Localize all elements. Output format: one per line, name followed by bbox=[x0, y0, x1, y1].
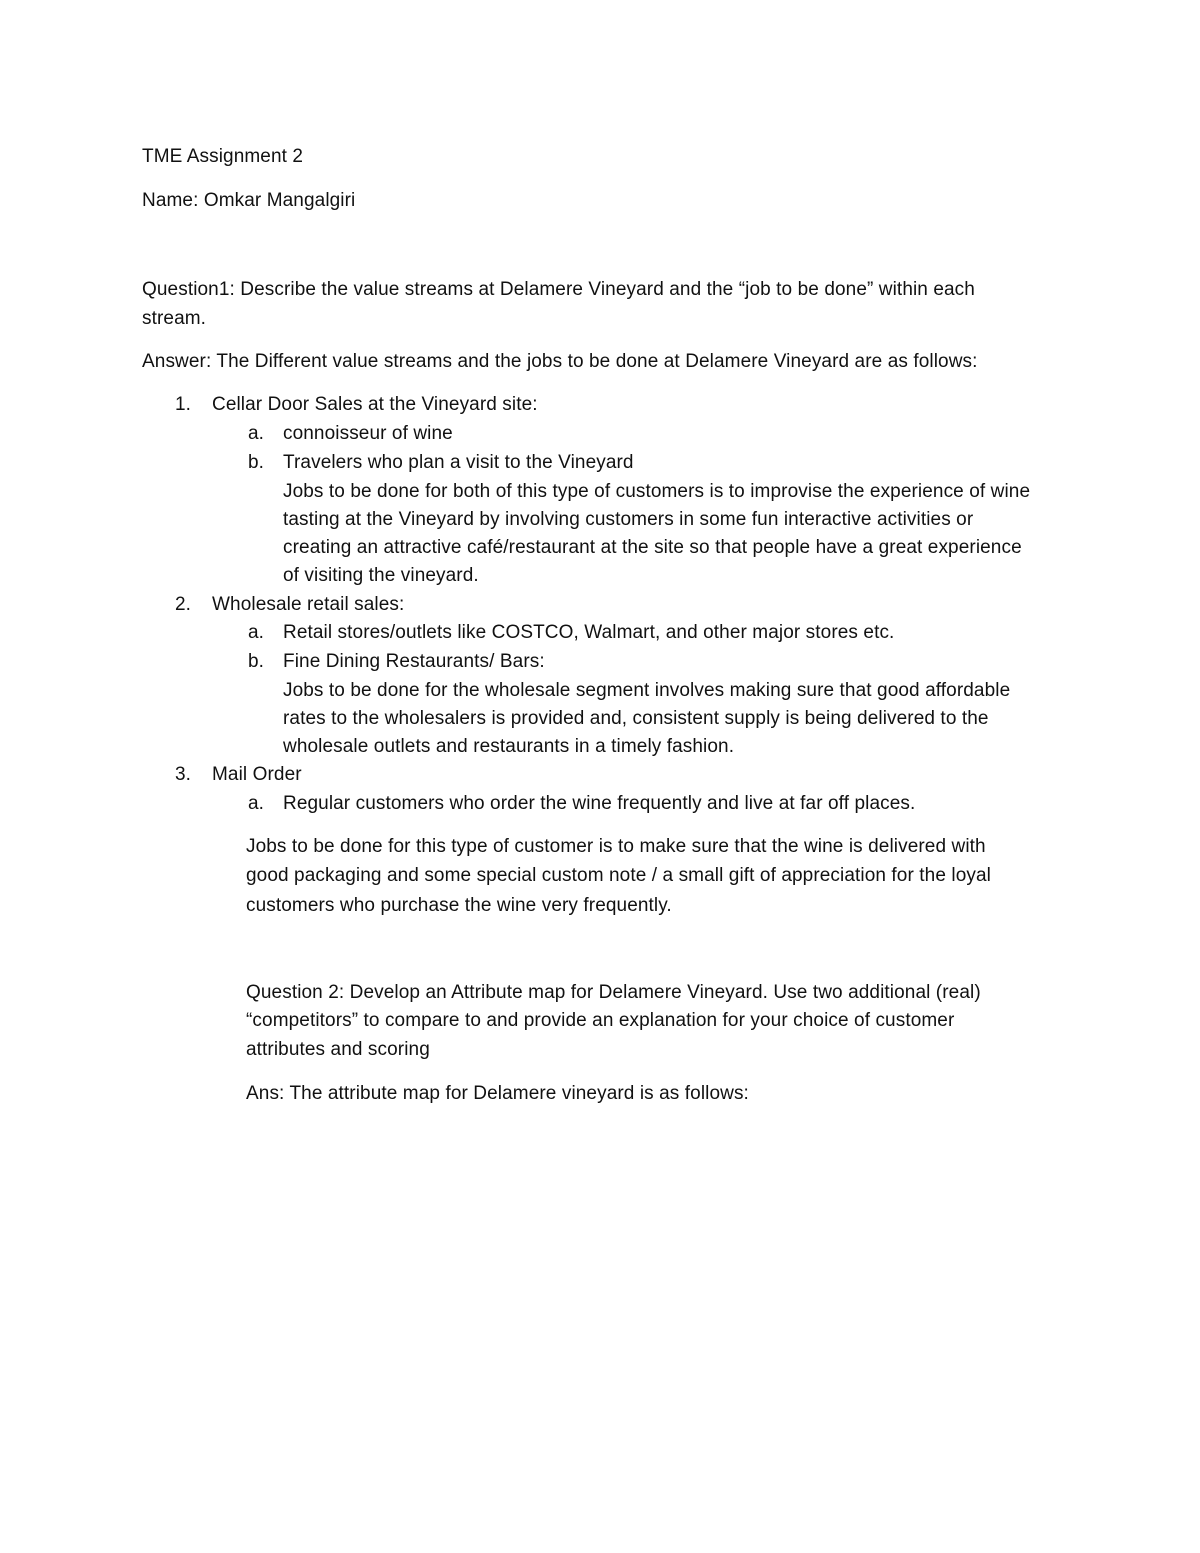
question1-line2: stream. bbox=[142, 308, 207, 329]
jobs-text-line: Jobs to be done for this type of customer is to make sure that the wine is delivered with bbox=[246, 836, 986, 857]
answer1-intro: Answer: The Different value streams and the jobs to be done at Delamere Vineyard are as follows: bbox=[142, 351, 978, 372]
jobs-text-line: creating an attractive café/restaurant at the site so that people have a great experience bbox=[283, 537, 1022, 558]
list-letter: b. bbox=[248, 452, 264, 473]
document-title: TME Assignment 2 bbox=[142, 146, 304, 167]
jobs-text-line: rates to the wholesalers is provided and, consistent supply is being delivered to the bbox=[283, 708, 989, 729]
list-letter: b. bbox=[248, 651, 264, 672]
list-letter: a. bbox=[248, 622, 264, 643]
stream-title: Mail Order bbox=[212, 764, 302, 785]
list-number: 1. bbox=[175, 394, 191, 415]
list-item: Regular customers who order the wine frequently and live at far off places. bbox=[283, 793, 916, 814]
stream-title: Wholesale retail sales: bbox=[212, 594, 405, 615]
list-letter: a. bbox=[248, 793, 264, 814]
jobs-text-line: wholesale outlets and restaurants in a timely fashion. bbox=[283, 736, 735, 757]
question2-line3: attributes and scoring bbox=[246, 1039, 430, 1060]
jobs-text-line: of visiting the vineyard. bbox=[283, 565, 479, 586]
list-item: Retail stores/outlets like COSTCO, Walmart, and other major stores etc. bbox=[283, 622, 895, 643]
list-number: 3. bbox=[175, 764, 191, 785]
list-number: 2. bbox=[175, 594, 191, 615]
list-item: connoisseur of wine bbox=[283, 423, 453, 444]
jobs-text-line: customers who purchase the wine very frequently. bbox=[246, 895, 672, 916]
answer2-text: Ans: The attribute map for Delamere vineyard is as follows: bbox=[246, 1083, 749, 1104]
list-letter: a. bbox=[248, 423, 264, 444]
stream-title: Cellar Door Sales at the Vineyard site: bbox=[212, 394, 538, 415]
question2-line2: “competitors” to compare to and provide an explanation for your choice of customer bbox=[246, 1010, 955, 1031]
student-name: Name: Omkar Mangalgiri bbox=[142, 190, 356, 211]
list-item: Fine Dining Restaurants/ Bars: bbox=[283, 651, 545, 672]
question1-line1: Question1: Describe the value streams at Delamere Vineyard and the “job to be done” within each bbox=[142, 279, 975, 300]
list-item: Travelers who plan a visit to the Vineyard bbox=[283, 452, 634, 473]
jobs-text-line: tasting at the Vineyard by involving customers in some fun interactive activities or bbox=[283, 509, 974, 530]
jobs-text-line: Jobs to be done for both of this type of customers is to improvise the experience of wine bbox=[283, 481, 1031, 502]
jobs-text-line: good packaging and some special custom note / a small gift of appreciation for the loyal bbox=[246, 865, 991, 886]
question2-line1: Question 2: Develop an Attribute map for Delamere Vineyard. Use two additional (real) bbox=[246, 982, 981, 1003]
jobs-text-line: Jobs to be done for the wholesale segment involves making sure that good affordable bbox=[283, 680, 1011, 701]
